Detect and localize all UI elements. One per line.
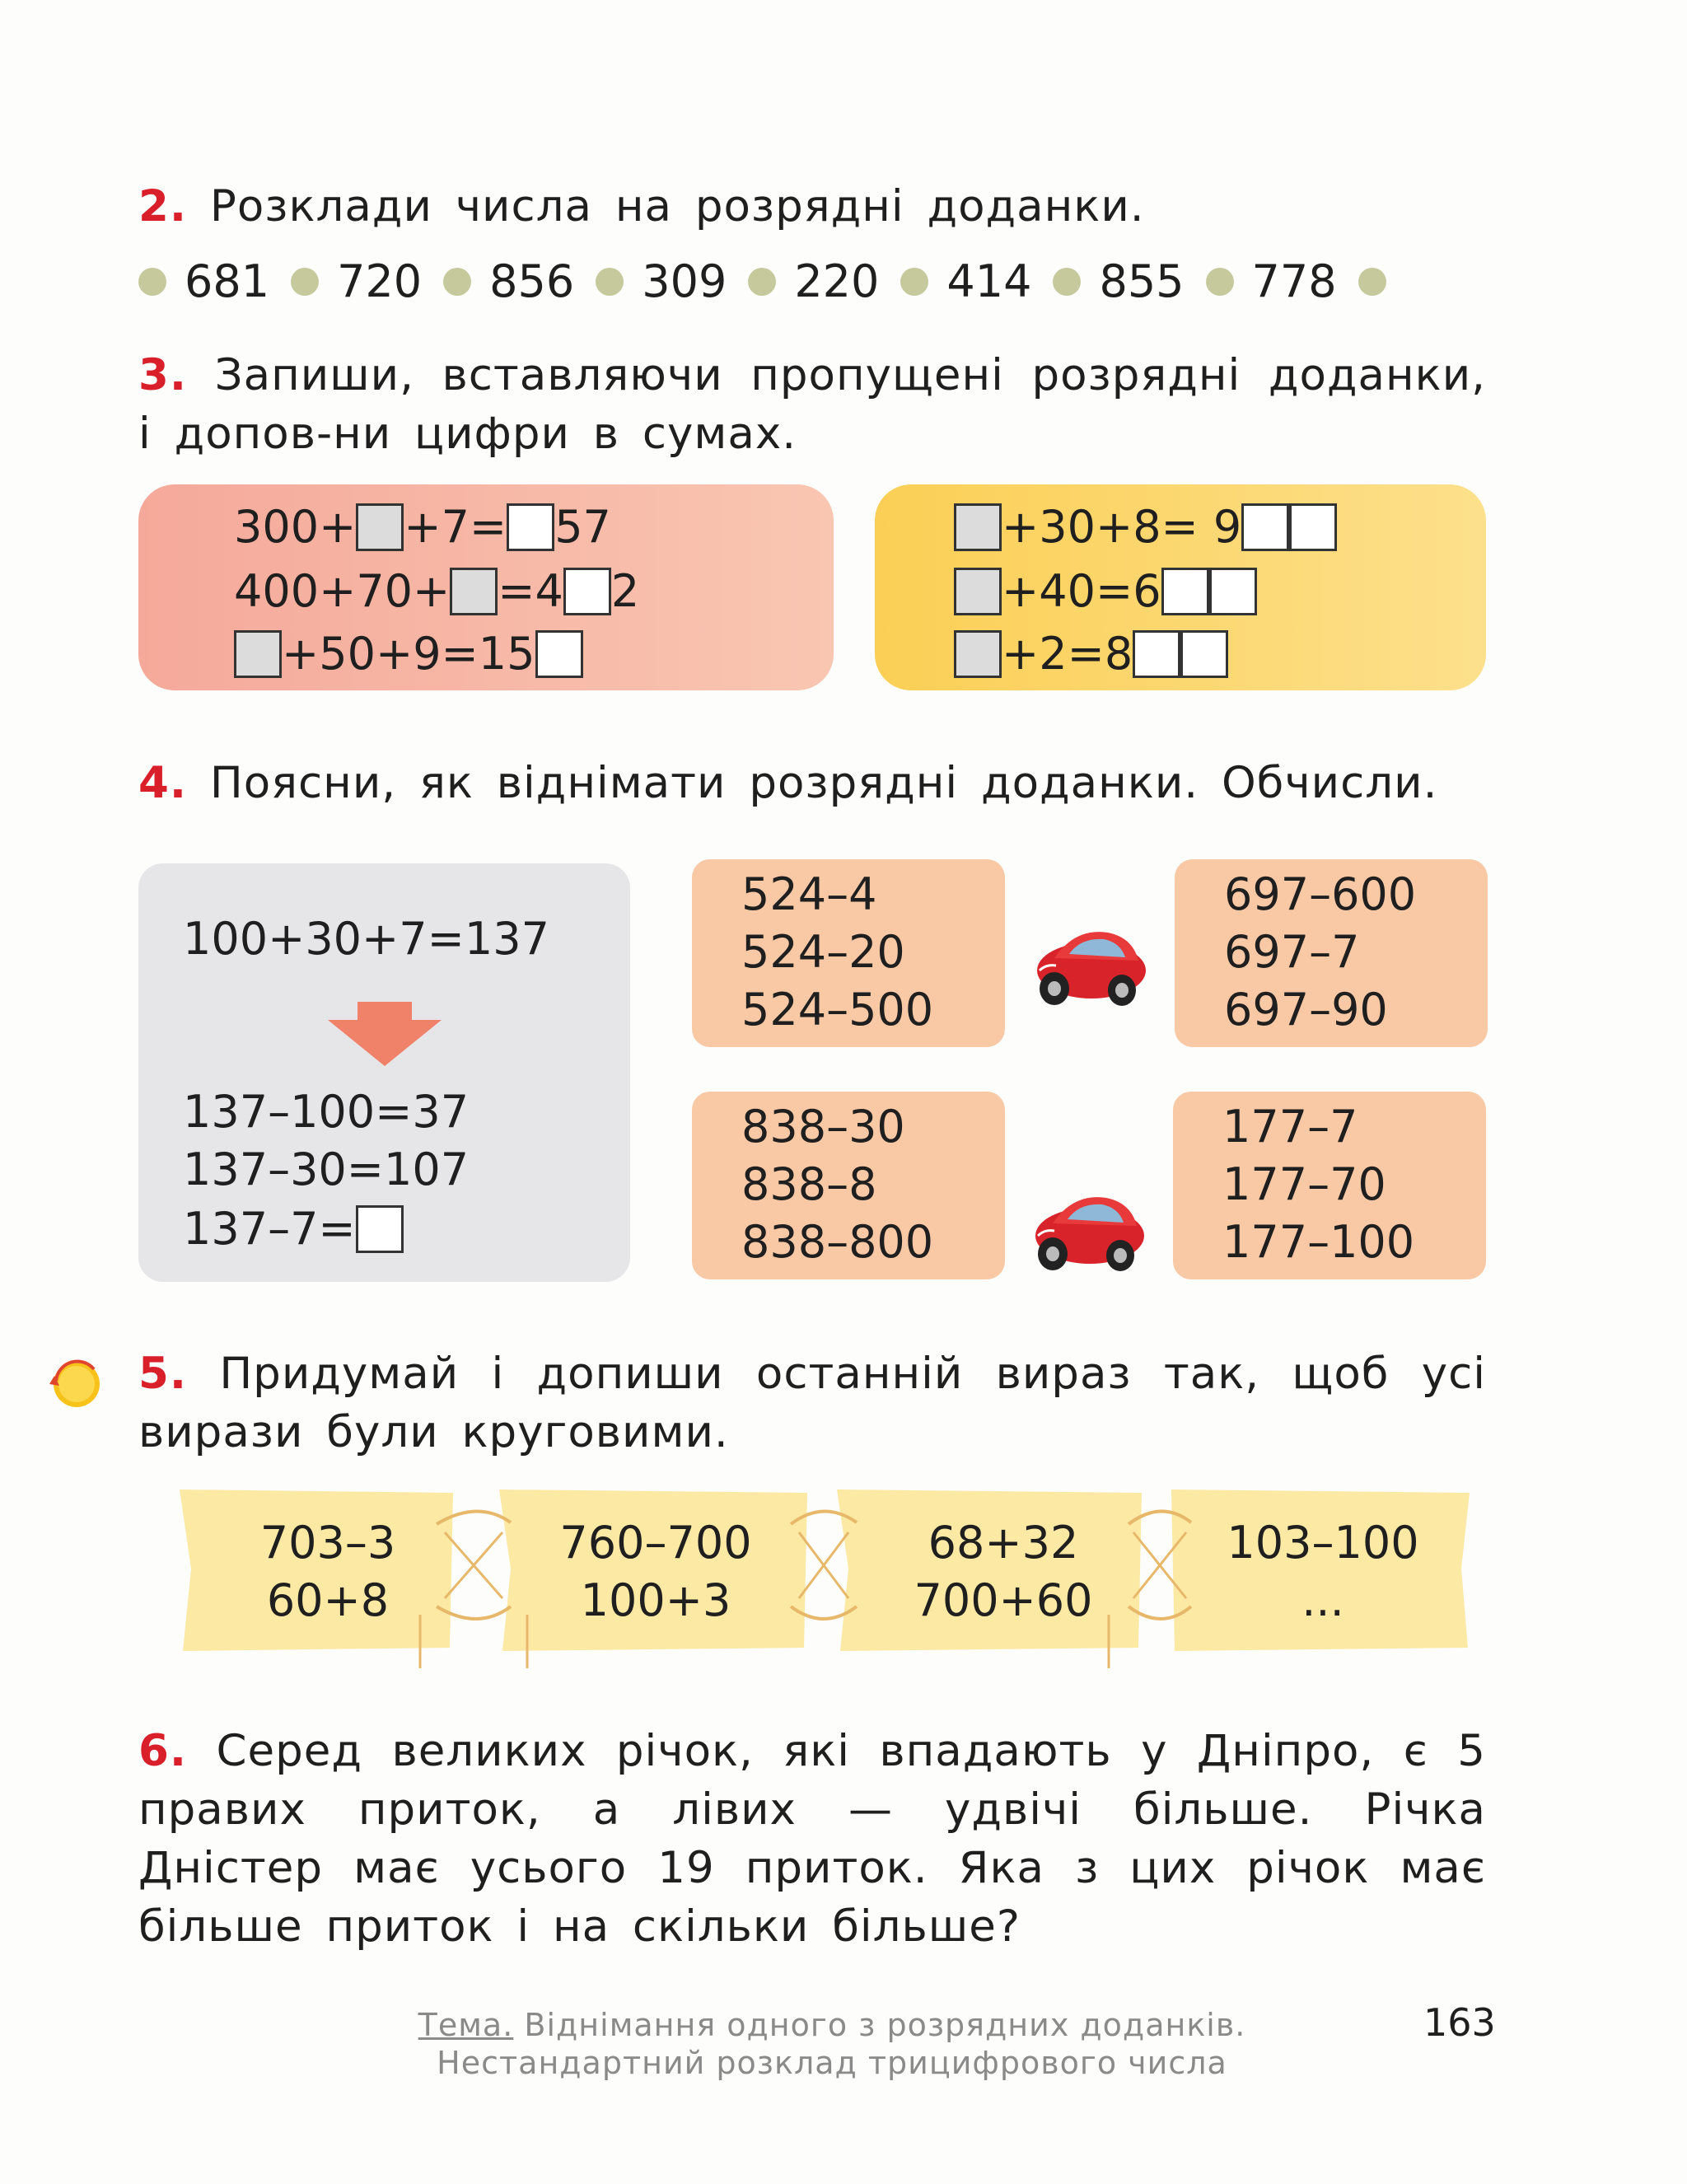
bullet-icon	[1053, 268, 1081, 296]
bullet-icon	[291, 268, 319, 296]
task-2-number: 2.	[138, 181, 188, 231]
answer-box[interactable]	[450, 568, 498, 615]
banner-2-line-2: 100+3	[580, 1574, 731, 1626]
eq-text: 300+	[234, 501, 357, 553]
task-6-number: 6.	[138, 1726, 188, 1776]
task-3-right-eq-3	[954, 628, 1228, 680]
task-3-number: 3.	[138, 350, 188, 400]
bullet-icon	[596, 268, 624, 296]
task-3-left-eq-3	[234, 628, 583, 680]
arrow-down-icon	[328, 1002, 442, 1066]
number-item: 778	[1251, 255, 1337, 307]
task-5-text: Придумай і допиши останній вираз так, щоб усі вирази були круговими.	[138, 1349, 1486, 1457]
eq-text: 57	[554, 501, 611, 553]
exercise-card-1	[692, 859, 1005, 1047]
bullet-icon	[1358, 268, 1386, 296]
bullet-icon	[748, 268, 776, 296]
bullet-icon	[900, 268, 928, 296]
card-line: 177–7	[1222, 1101, 1358, 1153]
answer-box[interactable]	[507, 503, 554, 551]
banner-4-line-1: 103–100	[1227, 1517, 1419, 1569]
exercise-card-2	[1175, 859, 1488, 1047]
answer-box[interactable]	[1180, 630, 1228, 678]
bullet-icon	[138, 268, 166, 296]
task-6-paragraph	[138, 1722, 1486, 1956]
exercise-card-4	[1173, 1092, 1486, 1279]
number-item: 414	[946, 255, 1032, 307]
eq-text: +7=	[404, 501, 507, 553]
page-number: 163	[1423, 2000, 1496, 2045]
footer-topic-line-1	[346, 2007, 1318, 2043]
answer-box[interactable]	[954, 568, 1002, 615]
exercise-card-3	[692, 1092, 1005, 1279]
banner-1-line-1: 703–3	[259, 1517, 396, 1569]
task-2-heading	[138, 177, 1486, 236]
banner-3-line-1: 68+32	[928, 1517, 1079, 1569]
answer-box[interactable]	[954, 503, 1002, 551]
example-line-2: 137–30=107	[183, 1143, 470, 1195]
eq-text: +30+8=	[1002, 501, 1199, 553]
topic-title: Віднімання одного з розрядних доданків.	[524, 2007, 1246, 2043]
example-line-1: 137–100=37	[183, 1086, 470, 1138]
task-5-number: 5.	[138, 1349, 188, 1399]
card-line: 524–500	[741, 984, 934, 1036]
topic-label: Тема.	[418, 2007, 514, 2043]
answer-box[interactable]	[563, 568, 611, 615]
eq-text: +40=6	[1002, 565, 1161, 617]
card-line: 838–8	[741, 1158, 877, 1210]
answer-box[interactable]	[1289, 503, 1337, 551]
answer-box[interactable]	[1133, 630, 1180, 678]
card-line: 697–7	[1224, 926, 1360, 978]
bullet-icon	[1206, 268, 1234, 296]
number-item: 309	[642, 255, 727, 307]
eq-text: 9	[1213, 501, 1242, 553]
task-3-text: Запиши, вставляючи пропущені розрядні доданки, і допов-ни цифри в сумах.	[138, 350, 1486, 459]
number-item: 856	[489, 255, 575, 307]
answer-box[interactable]	[234, 630, 282, 678]
number-item: 681	[185, 255, 270, 307]
eq-text: =4	[498, 565, 563, 617]
eq-text: 400+70+	[234, 565, 451, 617]
card-line: 838–800	[741, 1216, 934, 1268]
circular-arrow-icon	[48, 1356, 105, 1412]
card-line: 524–4	[741, 868, 877, 920]
example-line-3	[183, 1203, 404, 1255]
task-3-left-eq-2	[234, 565, 639, 617]
answer-box[interactable]	[356, 503, 404, 551]
banner-2-line-1: 760–700	[559, 1517, 752, 1569]
bullet-icon	[443, 268, 471, 296]
banner-4-line-2: ...	[1301, 1574, 1344, 1626]
eq-text: 137–7=	[183, 1203, 356, 1255]
answer-box[interactable]	[535, 630, 583, 678]
task-3-left-eq-1	[234, 501, 611, 553]
task-5-heading	[138, 1345, 1486, 1461]
eq-text: +50+9=15	[282, 628, 535, 680]
example-top: 100+30+7=137	[183, 913, 549, 965]
card-line: 177–100	[1222, 1216, 1415, 1268]
eq-text: +2=8	[1002, 628, 1133, 680]
task-2-text: Розклади числа на розрядні доданки.	[209, 181, 1145, 231]
answer-box[interactable]	[954, 630, 1002, 678]
answer-box[interactable]	[1241, 503, 1289, 551]
card-line: 524–20	[741, 926, 905, 978]
footer-topic-line-2: Нестандартний розклад трицифрового числа	[437, 2045, 1227, 2081]
answer-box[interactable]	[1161, 568, 1209, 615]
answer-box[interactable]	[356, 1205, 404, 1253]
answer-box[interactable]	[1209, 568, 1257, 615]
number-item: 855	[1099, 255, 1185, 307]
eq-text: 2	[610, 565, 640, 617]
car-icon	[1028, 1186, 1147, 1277]
task-3-heading	[138, 346, 1486, 463]
number-item: 720	[337, 255, 423, 307]
banner-1-line-2: 60+8	[266, 1574, 390, 1626]
task-4-text: Поясни, як віднімати розрядні доданки. Обчисли.	[209, 758, 1438, 808]
banner-3-line-2: 700+60	[914, 1574, 1093, 1626]
number-item: 220	[794, 255, 880, 307]
card-line: 697–90	[1224, 984, 1388, 1036]
task-6-text: Серед великих річок, які впадають у Дніпро, є 5 правих приток, а лівих — удвічі більше. Річка Дністер має усього 19 приток. Яка з цих річок має більше приток і на скільки більше?	[138, 1726, 1486, 1952]
task-4-number: 4.	[138, 758, 188, 808]
card-line: 838–30	[741, 1101, 905, 1153]
task-3-right-eq-1	[954, 501, 1337, 553]
car-icon	[1030, 921, 1149, 1012]
task-3-right-eq-2	[954, 565, 1257, 617]
task-4-heading	[138, 754, 1486, 812]
task-2-number-row	[138, 255, 1404, 307]
card-line: 697–600	[1224, 868, 1417, 920]
card-line: 177–70	[1222, 1158, 1386, 1210]
